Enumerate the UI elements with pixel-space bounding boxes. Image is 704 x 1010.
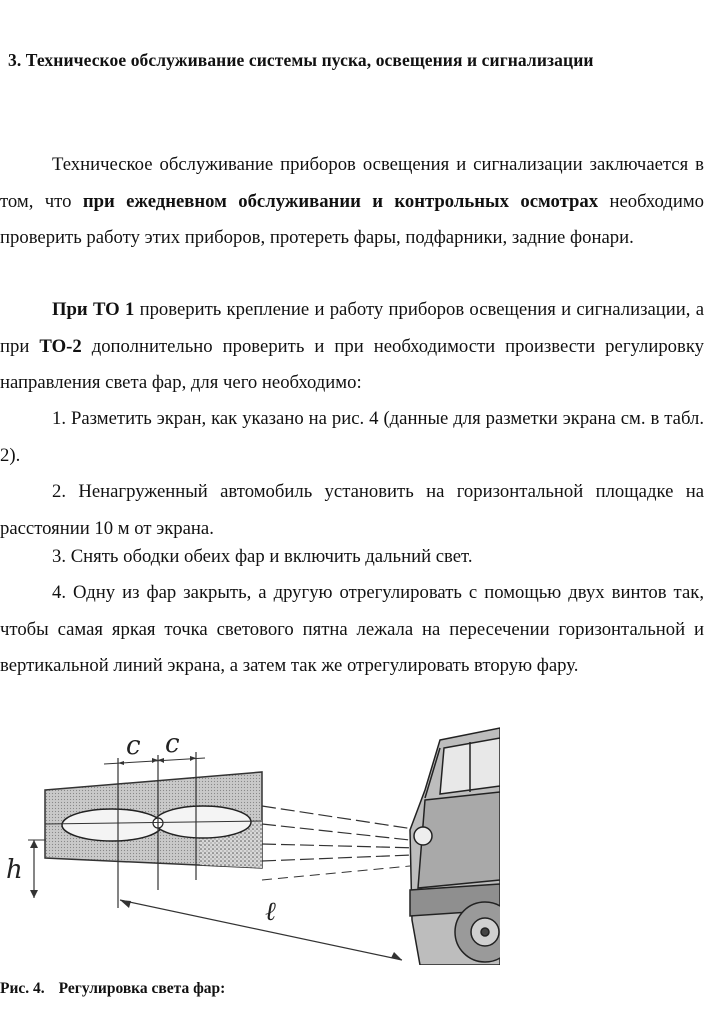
step-1: 1. Разметить экран, как указано на рис. 4 (данные для разметки экрана см. в табл. 2). [0, 408, 704, 466]
p2-bold-to1: При ТО 1 [52, 299, 135, 320]
figure-drawing [0, 720, 500, 965]
figure-caption [0, 980, 225, 998]
label-c-2: c [165, 729, 180, 759]
step-4: 4. Одну из фар закрыть, а другую отрегулировать с помощью двух винтов так, чтобы самая яркая точка светового пятна лежала на пересечении горизонтальной и вертикальной линий экрана, а затем так же отрегулировать вторую фару. [0, 582, 704, 676]
step-2: 2. Ненагруженный автомобиль установить на горизонтальной площадке на расстоянии 10 м от экрана. [0, 481, 704, 539]
headlight-adjustment-figure [0, 720, 500, 965]
light-spot-left [62, 809, 162, 841]
label-c-1: c [126, 731, 141, 761]
caption-number: Рис. 4. [0, 980, 45, 997]
paragraph-daily-maintenance [0, 147, 704, 257]
label-l: ℓ [265, 897, 276, 927]
paragraph-to1-to2 [0, 292, 704, 402]
section-heading: 3. Техническое обслуживание системы пуска, освещения и сигнализации [8, 50, 594, 70]
p2-text-a: проверить крепление и работу приборов освещения и сигнализации, а при [0, 299, 704, 357]
caption-text: Регулировка света фар: [58, 980, 226, 997]
p2-text-b: дополнительно проверить и при необходимости произвести регулировку направления света фар, для чего необходимо: [0, 335, 704, 393]
p2-bold-to2: ТО-2 [39, 335, 82, 357]
p1-text-c: необходимо проверить работу этих приборов, протереть фары, подфарники, задние фонари. [0, 190, 704, 248]
step-3: 3. Снять ободки обеих фар и включить дальний свет. [52, 546, 473, 567]
truck-illustration [410, 728, 500, 965]
p1-text-a: Техническое обслуживание приборов освещения и сигнализации заключается в том, что [0, 154, 704, 212]
p1-bold: при ежедневном обслуживании и контрольных осмотрах [82, 190, 599, 212]
label-h: h [6, 855, 23, 885]
